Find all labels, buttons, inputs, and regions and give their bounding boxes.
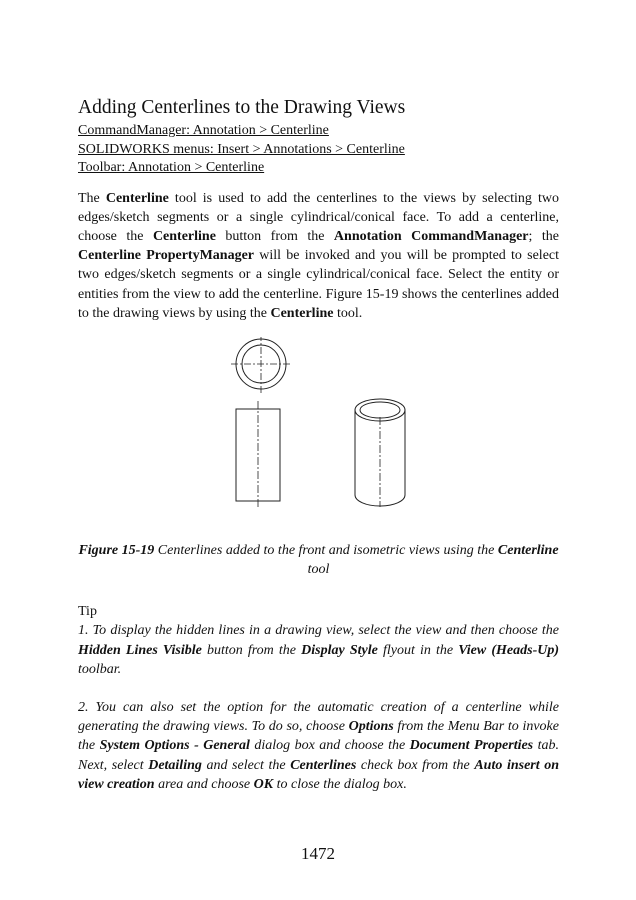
- top-view: [231, 337, 291, 394]
- section-title: Adding Centerlines to the Drawing Views: [78, 97, 406, 118]
- toolbar-path: Toolbar: Annotation > Centerline: [78, 160, 265, 175]
- commandmanager-path: CommandManager: Annotation > Centerline: [78, 123, 329, 138]
- isometric-view: [355, 399, 405, 507]
- tip-item-1: 1. To display the hidden lines in a drawing view, select the view and then choose the Hidden Lines Visible button from the Display Style flyout in the View (Heads-Up) toolbar.: [78, 623, 560, 677]
- body-paragraph: The Centerline tool is used to add the centerlines to the views by selecting two edges/sketch segments or a single cylindrical/conical face. To add a centerline, choose the Centerline button from the Annotation CommandManager; the Centerline PropertyManager will be invoked and you will be prompted to select two edges/sketch segments or a single cylindrical/conical face. Select the entity or entities from the view to add the centerline. Figure 15-19 shows the centerlines added to the drawing views by using the Centerline tool.: [78, 190, 560, 321]
- centerline-drawing-views: [78, 337, 559, 537]
- figure-label: Figure 15-19: [78, 542, 155, 558]
- front-view: [236, 401, 280, 509]
- menu-path: SOLIDWORKS menus: Insert > Annotations > Centerline: [78, 141, 405, 157]
- tip-title: Tip: [78, 604, 97, 620]
- figure-15-19: [78, 337, 559, 537]
- page-content: [78, 96, 559, 794]
- tip-item-2: 2. You can also set the option for the automatic creation of a centerline while generating the drawing views. To do so, choose Options from the Menu Bar to invoke the System Options - General dialog box and choose the Document Properties tab. Next, select Detailing and select the Centerlines check box from the Auto insert on view creation area and choose OK to close the dialog box.: [78, 699, 559, 792]
- figure-caption: Figure 15-19 Centerlines added to the front and isometric views using the Centerline tool: [78, 542, 559, 578]
- page-number: 1472: [301, 844, 335, 863]
